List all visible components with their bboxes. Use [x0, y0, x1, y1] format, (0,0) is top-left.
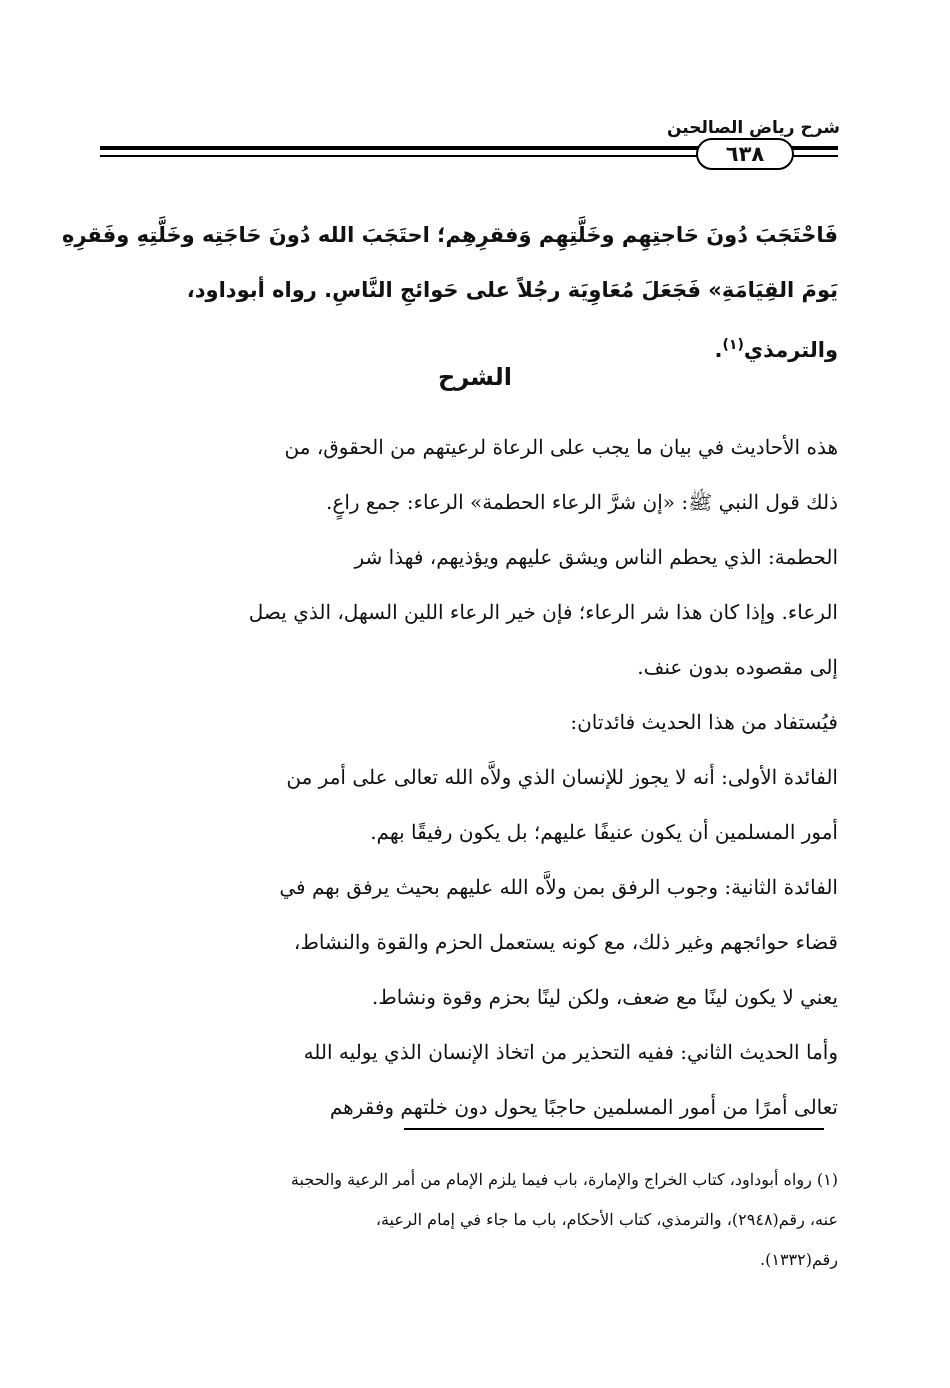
body-line: ذلك قول النبي ﷺ: «إن شرَّ الرعاء الحطمة» الرعاء: جمع راعٍ.: [326, 490, 838, 514]
footnote-line: رقم(١٣٣٢).: [760, 1250, 838, 1269]
body-line: أمور المسلمين أن يكون عنيفًا عليهم؛ بل يكون رفيقًا بهم.: [370, 820, 838, 844]
footnote-reference-mark: (١): [722, 337, 744, 353]
hadith-line: يَومَ القِيَامَةِ» فَجَعَلَ مُعَاوِيَة رجُلاً على حَوائجِ النَّاسِ. رواه أبوداود،: [186, 278, 838, 302]
body-line: تعالى أمرًا من أمور المسلمين حاجبًا يحول دون خلتهم وفقرهم: [329, 1095, 838, 1119]
footnote: [108, 1160, 838, 1280]
section-heading-commentary: الشرح: [438, 363, 512, 391]
body-line: إلى مقصوده بدون عنف.: [637, 655, 838, 679]
body-line: هذه الأحاديث في بيان ما يجب على الرعاة لرعيتهم من الحقوق، من: [284, 435, 838, 459]
footnote-line: (١) رواه أبوداود، كتاب الخراج والإمارة، باب فيما يلزم الإمام من أمر الرعية والحجبة: [290, 1170, 838, 1189]
body-line: يعني لا يكون لينًا مع ضعف، ولكن لينًا بحزم وقوة ونشاط.: [371, 985, 838, 1009]
body-line: فيُستفاد من هذا الحديث فائدتان:: [570, 710, 838, 734]
hadith-line-tail: .: [714, 338, 723, 362]
hadith-line: فَاحْتَجَبَ دُونَ حَاجتِهِم وخَلَّتِهِم وَفقرِهِم؛ احتَجَبَ الله دُونَ حَاجَتِه وخَلَّتِهِ وفَقرِهِ: [61, 223, 838, 247]
page-number-badge: ٦٣٨: [696, 138, 794, 170]
body-line: الفائدة الأولى: أنه لا يجوز للإنسان الذي ولاَّه الله تعالى على أمر من: [286, 765, 838, 789]
footnote-separator: [404, 1128, 824, 1130]
hadith-line-text: والترمذي: [743, 338, 838, 362]
commentary-body: [112, 420, 838, 1135]
body-line: قضاء حوائجهم وغير ذلك، مع كونه يستعمل الحزم والقوة والنشاط،: [293, 930, 838, 954]
body-line: الفائدة الثانية: وجوب الرفق بمن ولاَّه الله عليهم بحيث يرفق بهم في: [279, 875, 838, 899]
running-header-title: شرح رياض الصالحين: [666, 118, 840, 138]
hadith-text: [61, 208, 838, 378]
footnote-line: عنه، رقم(٢٩٤٨)، والترمذي، كتاب الأحكام، باب ما جاء في إمام الرعية،: [375, 1210, 838, 1229]
body-line: الحطمة: الذي يحطم الناس ويشق عليهم ويؤذيهم، فهذا شر: [354, 545, 838, 569]
body-line: الرعاء. وإذا كان هذا شر الرعاء؛ فإن خير الرعاء اللين السهل، الذي يصل: [248, 600, 838, 624]
body-line: وأما الحديث الثاني: ففيه التحذير من اتخاذ الإنسان الذي يوليه الله: [303, 1040, 838, 1064]
